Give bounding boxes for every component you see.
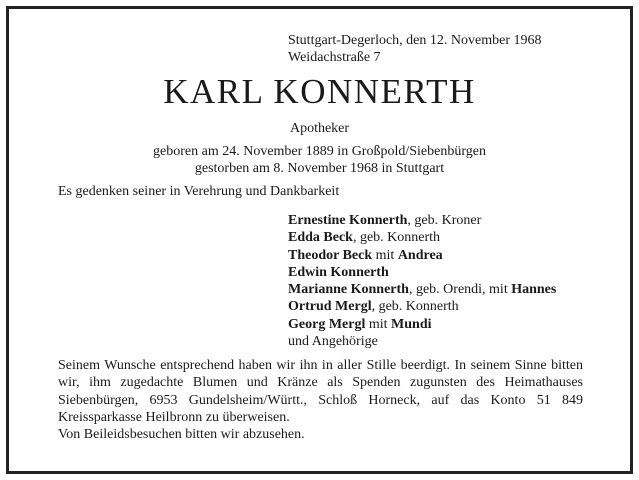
mourner-line: Theodor Beck mit Andrea bbox=[288, 247, 443, 263]
mourner-line: Marianne Konnerth, geb. Orendi, mit Hannes bbox=[288, 282, 557, 298]
mourner-line: Edwin Konnerth bbox=[288, 264, 389, 280]
frame-top bbox=[6, 6, 633, 9]
closing-block bbox=[58, 357, 583, 443]
mourner-line: Ernestine Konnerth, geb. Kroner bbox=[288, 213, 482, 228]
place-date-block bbox=[288, 32, 542, 66]
mourner-line: Ortrud Mergl, geb. Konnerth bbox=[288, 299, 459, 315]
born-line: geboren am 24. November 1889 in Großpold/Siebenbürgen bbox=[153, 144, 486, 159]
mourners-list bbox=[288, 212, 556, 350]
address: Weidachstraße 7 bbox=[288, 50, 381, 65]
mourner-line: Edda Beck, geb. Konnerth bbox=[288, 230, 441, 246]
closing-note: Von Beileidsbesuchen bitten wir abzusehen. bbox=[58, 427, 305, 443]
mourner-line: und Angehörige bbox=[288, 334, 378, 350]
life-dates bbox=[0, 143, 639, 177]
mourner-line: Georg Mergl mit Mundi bbox=[288, 316, 432, 332]
intro-line: Es gedenken seiner in Verehrung und Dankbarkeit bbox=[58, 184, 340, 199]
place-date: Stuttgart-Degerloch, den 12. November 1968 bbox=[288, 33, 542, 48]
occupation: Apotheker bbox=[289, 121, 350, 136]
closing-text: Seinem Wunsche entsprechend haben wir ihn in aller Stille beerdigt. In seinem Sinne bitten wir, ihm zugedachte Blumen und Kränze als Spenden zugunsten des Heimathauses Siebenbürgen, 6953 Gundelsheim/Württ., Schloß Horneck, auf das Konto 51 849 Kreissparkasse Heilbronn zu überweisen. bbox=[58, 358, 583, 425]
deceased-name: KARL KONNERTH bbox=[163, 72, 476, 111]
frame-bottom bbox=[6, 471, 633, 474]
died-line: gestorben am 8. November 1968 in Stuttgart bbox=[194, 161, 445, 176]
